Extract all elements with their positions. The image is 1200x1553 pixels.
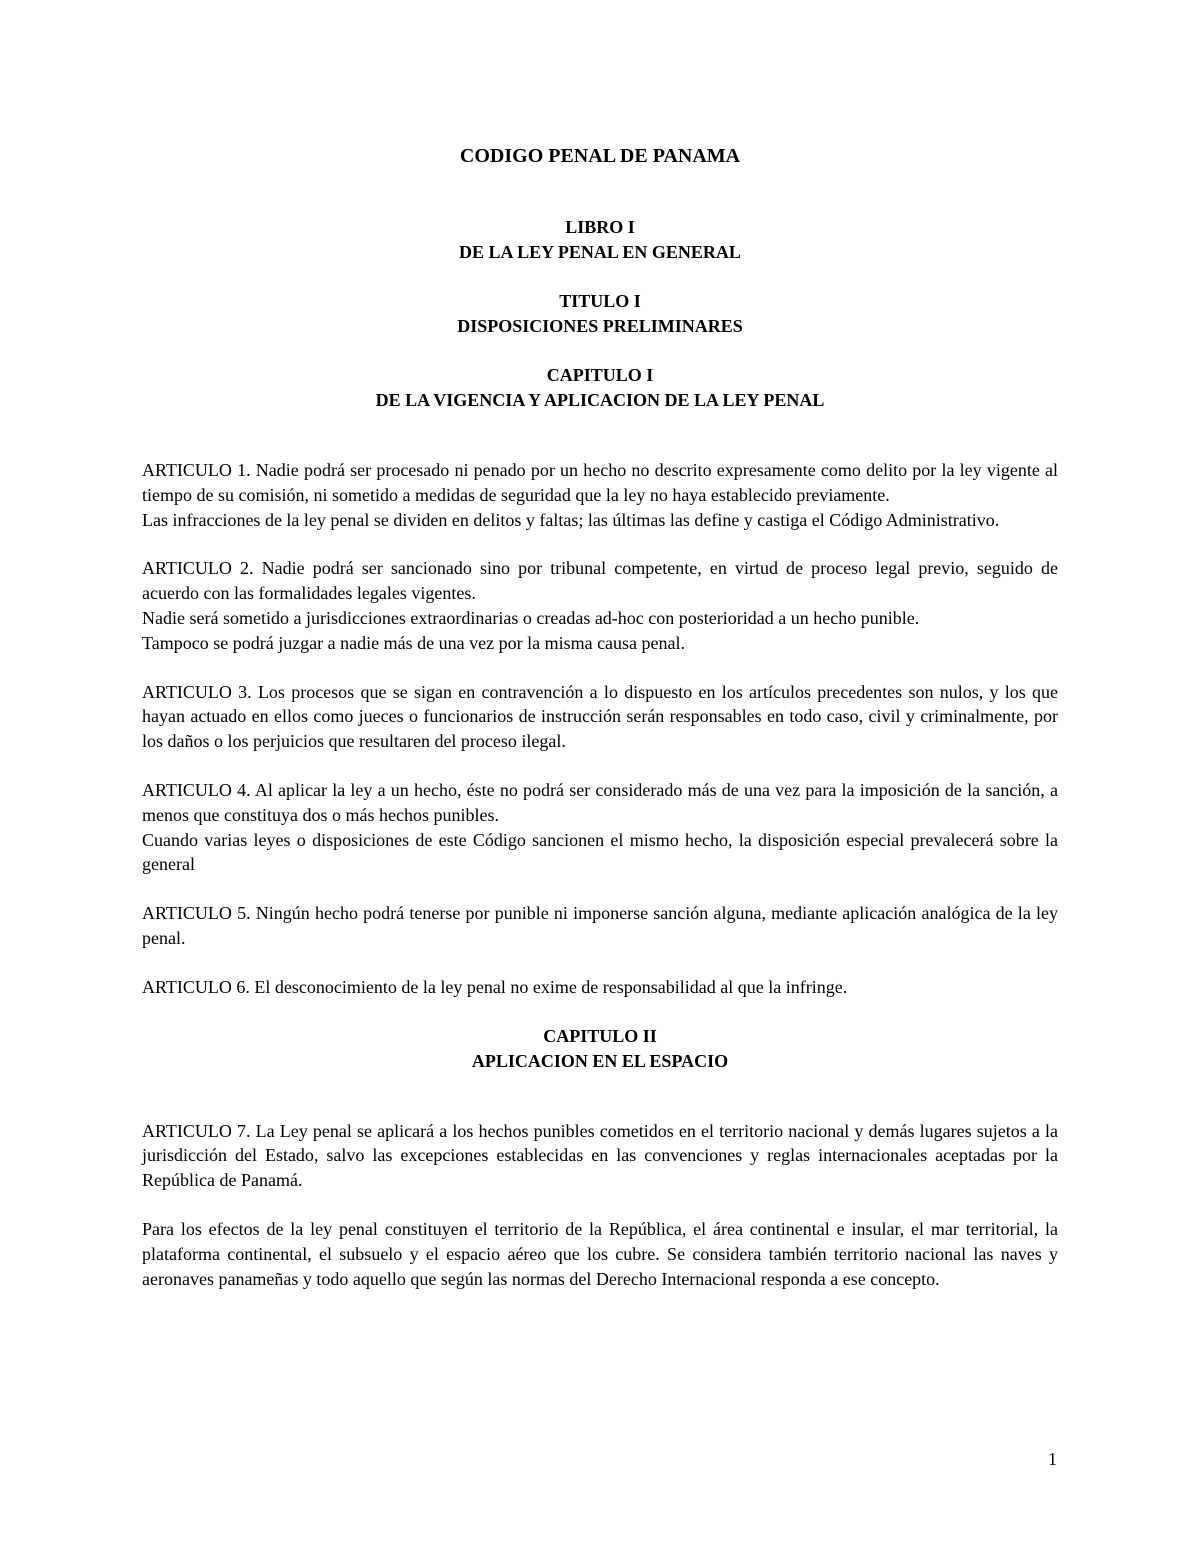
page-number: 1 <box>1048 1449 1057 1469</box>
article-4 <box>142 778 1058 877</box>
article-6 <box>142 975 1058 1000</box>
titulo-label: TITULO I <box>559 291 641 311</box>
capitulo-1-label: CAPITULO I <box>546 365 654 385</box>
article-2 <box>142 556 1058 655</box>
article-2-paragraph: ARTICULO 2. Nadie podrá ser sancionado sino por tribunal competente, en virtud de proceso legal previo, seguido de acuerdo con las formalidades legales vigentes. <box>142 558 1058 604</box>
capitulo-2-name: APLICACION EN EL ESPACIO <box>471 1050 729 1071</box>
capitulo-2-label: CAPITULO II <box>543 1025 657 1046</box>
libro-name: DE LA LEY PENAL EN GENERAL <box>459 242 741 262</box>
titulo-heading <box>142 289 1058 339</box>
libro-heading <box>142 215 1058 265</box>
article-3 <box>142 680 1058 754</box>
article-5 <box>142 901 1058 951</box>
capitulo-1-name: DE LA VIGENCIA Y APLICACION DE LA LEY PENAL <box>375 390 825 410</box>
document-body <box>142 142 1058 1291</box>
capitulo-1-heading <box>142 363 1058 413</box>
article-7 <box>142 1119 1058 1292</box>
article-6-paragraph: ARTICULO 6. El desconocimiento de la ley penal no exime de responsabilidad al que la infringe. <box>142 976 848 997</box>
article-2-paragraph: Tampoco se podrá juzgar a nadie más de una vez por la misma causa penal. <box>142 632 686 653</box>
article-3-paragraph: ARTICULO 3. Los procesos que se sigan en contravención a lo dispuesto en los artículos precedentes son nulos, y los que hayan actuado en ellos como jueces o funcionarios de instrucción serán responsables en todo caso, civil y criminalmente, por los daños o los perjuicios que resultaren del proceso ilegal. <box>142 681 1058 752</box>
article-2-paragraph: Nadie será sometido a jurisdicciones extraordinarias o creadas ad-hoc con posterioridad a un hecho punible. <box>142 607 920 628</box>
article-4-paragraph: Cuando varias leyes o disposiciones de este Código sancionen el mismo hecho, la disposición especial prevalecerá sobre la general <box>142 829 1058 875</box>
capitulo-2-heading <box>142 1024 1058 1074</box>
article-7-paragraph: Para los efectos de la ley penal constituyen el territorio de la República, el área continental e insular, el mar territorial, la plataforma continental, el subsuelo y el espacio aéreo que los cubre. Se considera también territorio nacional las naves y aeronaves panameñas y todo aquello que según las normas del Derecho Internacional responda a ese concepto. <box>142 1218 1058 1289</box>
article-4-paragraph: ARTICULO 4. Al aplicar la ley a un hecho, éste no podrá ser considerado más de una vez para la imposición de la sanción, a menos que constituya dos o más hechos punibles. <box>142 779 1058 825</box>
article-7-paragraph: ARTICULO 7. La Ley penal se aplicará a los hechos punibles cometidos en el territorio nacional y demás lugares sujetos a la jurisdicción del Estado, salvo las excepciones establecidas en las convenciones y reglas internacionales aceptadas por la República de Panamá. <box>142 1120 1058 1191</box>
titulo-name: DISPOSICIONES PRELIMINARES <box>457 316 743 336</box>
document-title: CODIGO PENAL DE PANAMA <box>459 145 741 167</box>
article-1-paragraph: ARTICULO 1. Nadie podrá ser procesado ni penado por un hecho no descrito expresamente como delito por la ley vigente al tiempo de su comisión, ni sometido a medidas de seguridad que la ley no haya establecido previamente. <box>142 460 1058 505</box>
libro-label: LIBRO I <box>565 217 635 237</box>
article-1 <box>142 458 1058 532</box>
article-5-paragraph: ARTICULO 5. Ningún hecho podrá tenerse por punible ni imponerse sanción alguna, mediante aplicación analógica de la ley penal. <box>142 903 1058 948</box>
article-1-paragraph: Las infracciones de la ley penal se dividen en delitos y faltas; las últimas las define y castiga el Código Administrativo. <box>142 509 1000 530</box>
